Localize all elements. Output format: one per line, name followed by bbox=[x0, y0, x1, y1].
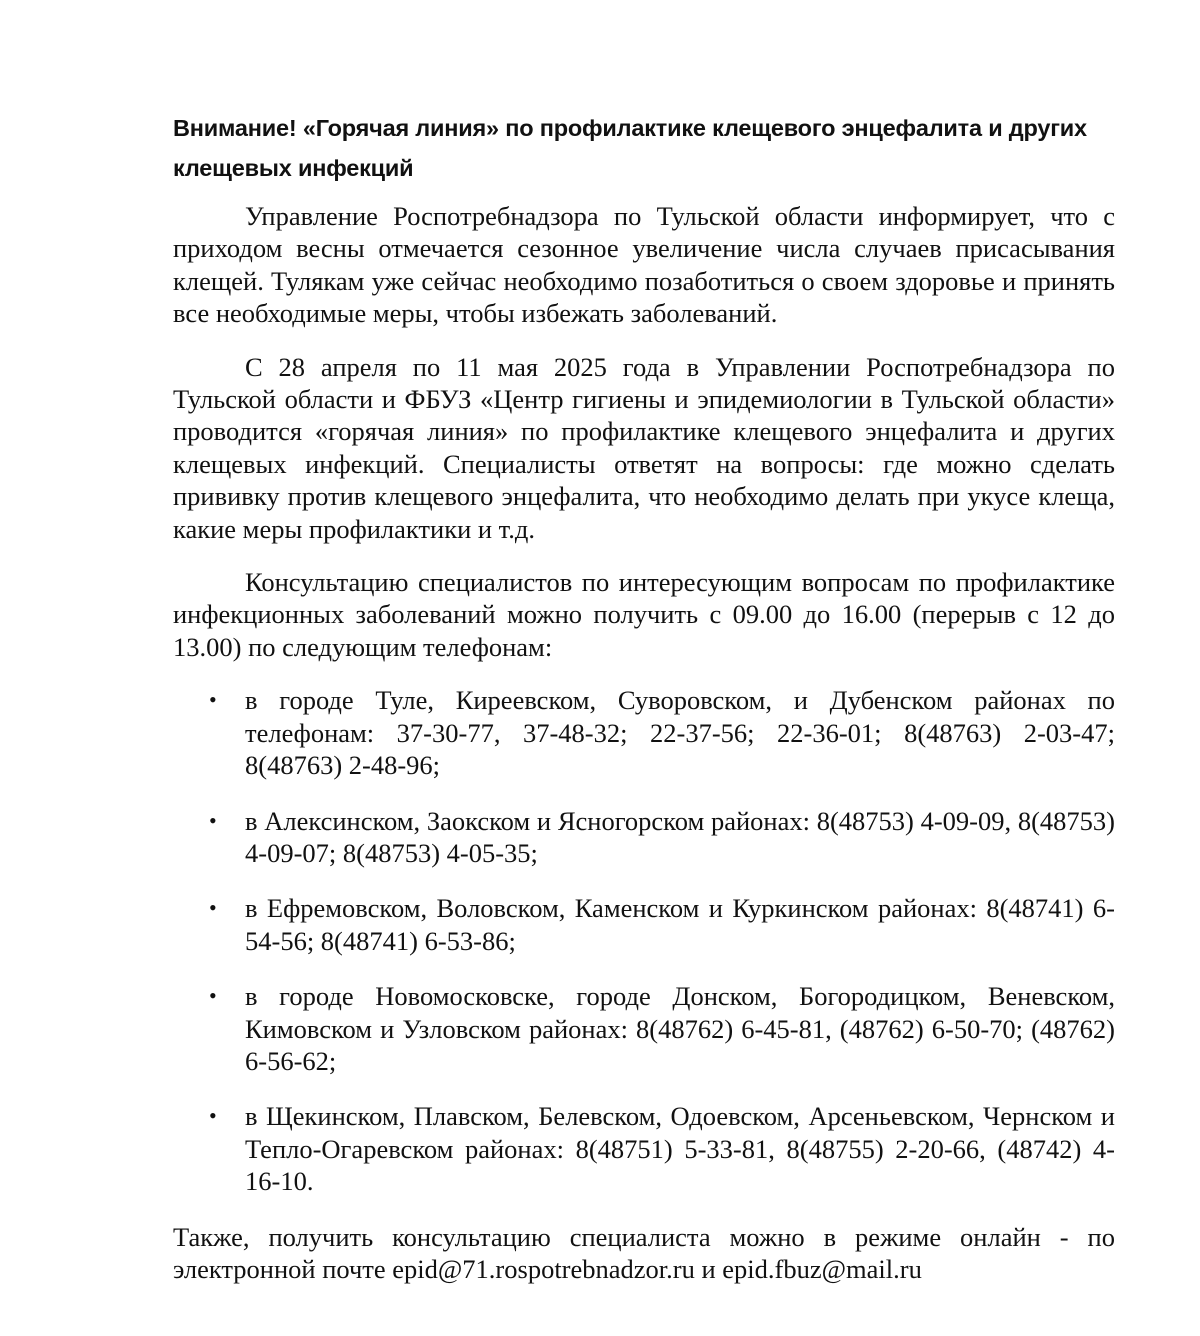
list-item-text: в городе Туле, Киреевском, Суворовском, и Дубенском районах по телефонам: 37-30-77, 37-48-32; 22-37-56; 22-36-01; 8(48763) 2-03-47; 8(48763) 2-48-96; bbox=[245, 685, 1115, 781]
list-item-text: в Алексинском, Заокском и Ясногорском районах: 8(48753) 4-09-09, 8(48753) 4-09-07; 8(48753) 4-05-35; bbox=[245, 805, 1115, 868]
list-item bbox=[173, 805, 1115, 870]
list-item bbox=[173, 1100, 1115, 1197]
bullet-icon: • bbox=[209, 983, 217, 1009]
list-item bbox=[173, 892, 1115, 957]
bullet-icon: • bbox=[209, 687, 217, 713]
list-item-text: в Ефремовском, Воловском, Каменском и Куркинском районах: 8(48741) 6-54-56; 8(48741) 6-53-86; bbox=[245, 893, 1115, 956]
paragraph-hotline: С 28 апреля по 11 мая 2025 года в Управлении Роспотребнадзора по Тульской области и ФБУЗ «Центр гигиены и эпидемиологии в Тульской области» проводится «горячая линия» по профилактике клещевого энцефалита и других клещевых инфекций. Специалисты ответят на вопросы: где можно сделать прививку против клещевого энцефалита, что необходимо делать при укусе клеща, какие меры профилактики и т.д. bbox=[173, 351, 1115, 544]
bullet-icon: • bbox=[209, 895, 217, 921]
list-item-text: в городе Новомосковске, городе Донском, Богородицком, Веневском, Кимовском и Узловском районах: 8(48762) 6-45-81, (48762) 6-50-70; (48762) 6-56-62; bbox=[245, 981, 1115, 1076]
paragraph-consultation: Консультацию специалистов по интересующим вопросам по профилактике инфекционных заболеваний можно получить с 09.00 до 16.00 (перерыв с 12 до 13.00) по следующим телефонам: bbox=[173, 567, 1115, 662]
phone-list bbox=[173, 684, 1115, 1197]
list-item bbox=[173, 980, 1115, 1077]
paragraph-intro: Управление Роспотребнадзора по Тульской области информирует, что с приходом весны отмечается сезонное увеличение числа случаев присасывания клещей. Тулякам уже сейчас необходимо позаботиться о своем здоровье и принять все необходимые меры, чтобы избежать заболеваний. bbox=[173, 201, 1115, 329]
list-item-text: в Щекинском, Плавском, Белевском, Одоевском, Арсеньевском, Чернском и Тепло-Огаревском районах: 8(48751) 5-33-81, 8(48755) 2-20-66, (48742) 4-16-10. bbox=[245, 1101, 1115, 1197]
list-item bbox=[173, 684, 1115, 781]
paragraph-closing: Также, получить консультацию специалиста можно в режиме онлайн - по электронной почте epid@71.rospotrebnadzor.ru и epid.fbuz@mail.ru bbox=[173, 1221, 1115, 1284]
bullet-icon: • bbox=[209, 1103, 217, 1129]
document-title: Внимание! «Горячая линия» по профилактике клещевого энцефалита и других клещевых инфекций bbox=[173, 115, 1087, 181]
bullet-icon: • bbox=[209, 807, 217, 833]
document-page bbox=[173, 108, 1115, 1306]
